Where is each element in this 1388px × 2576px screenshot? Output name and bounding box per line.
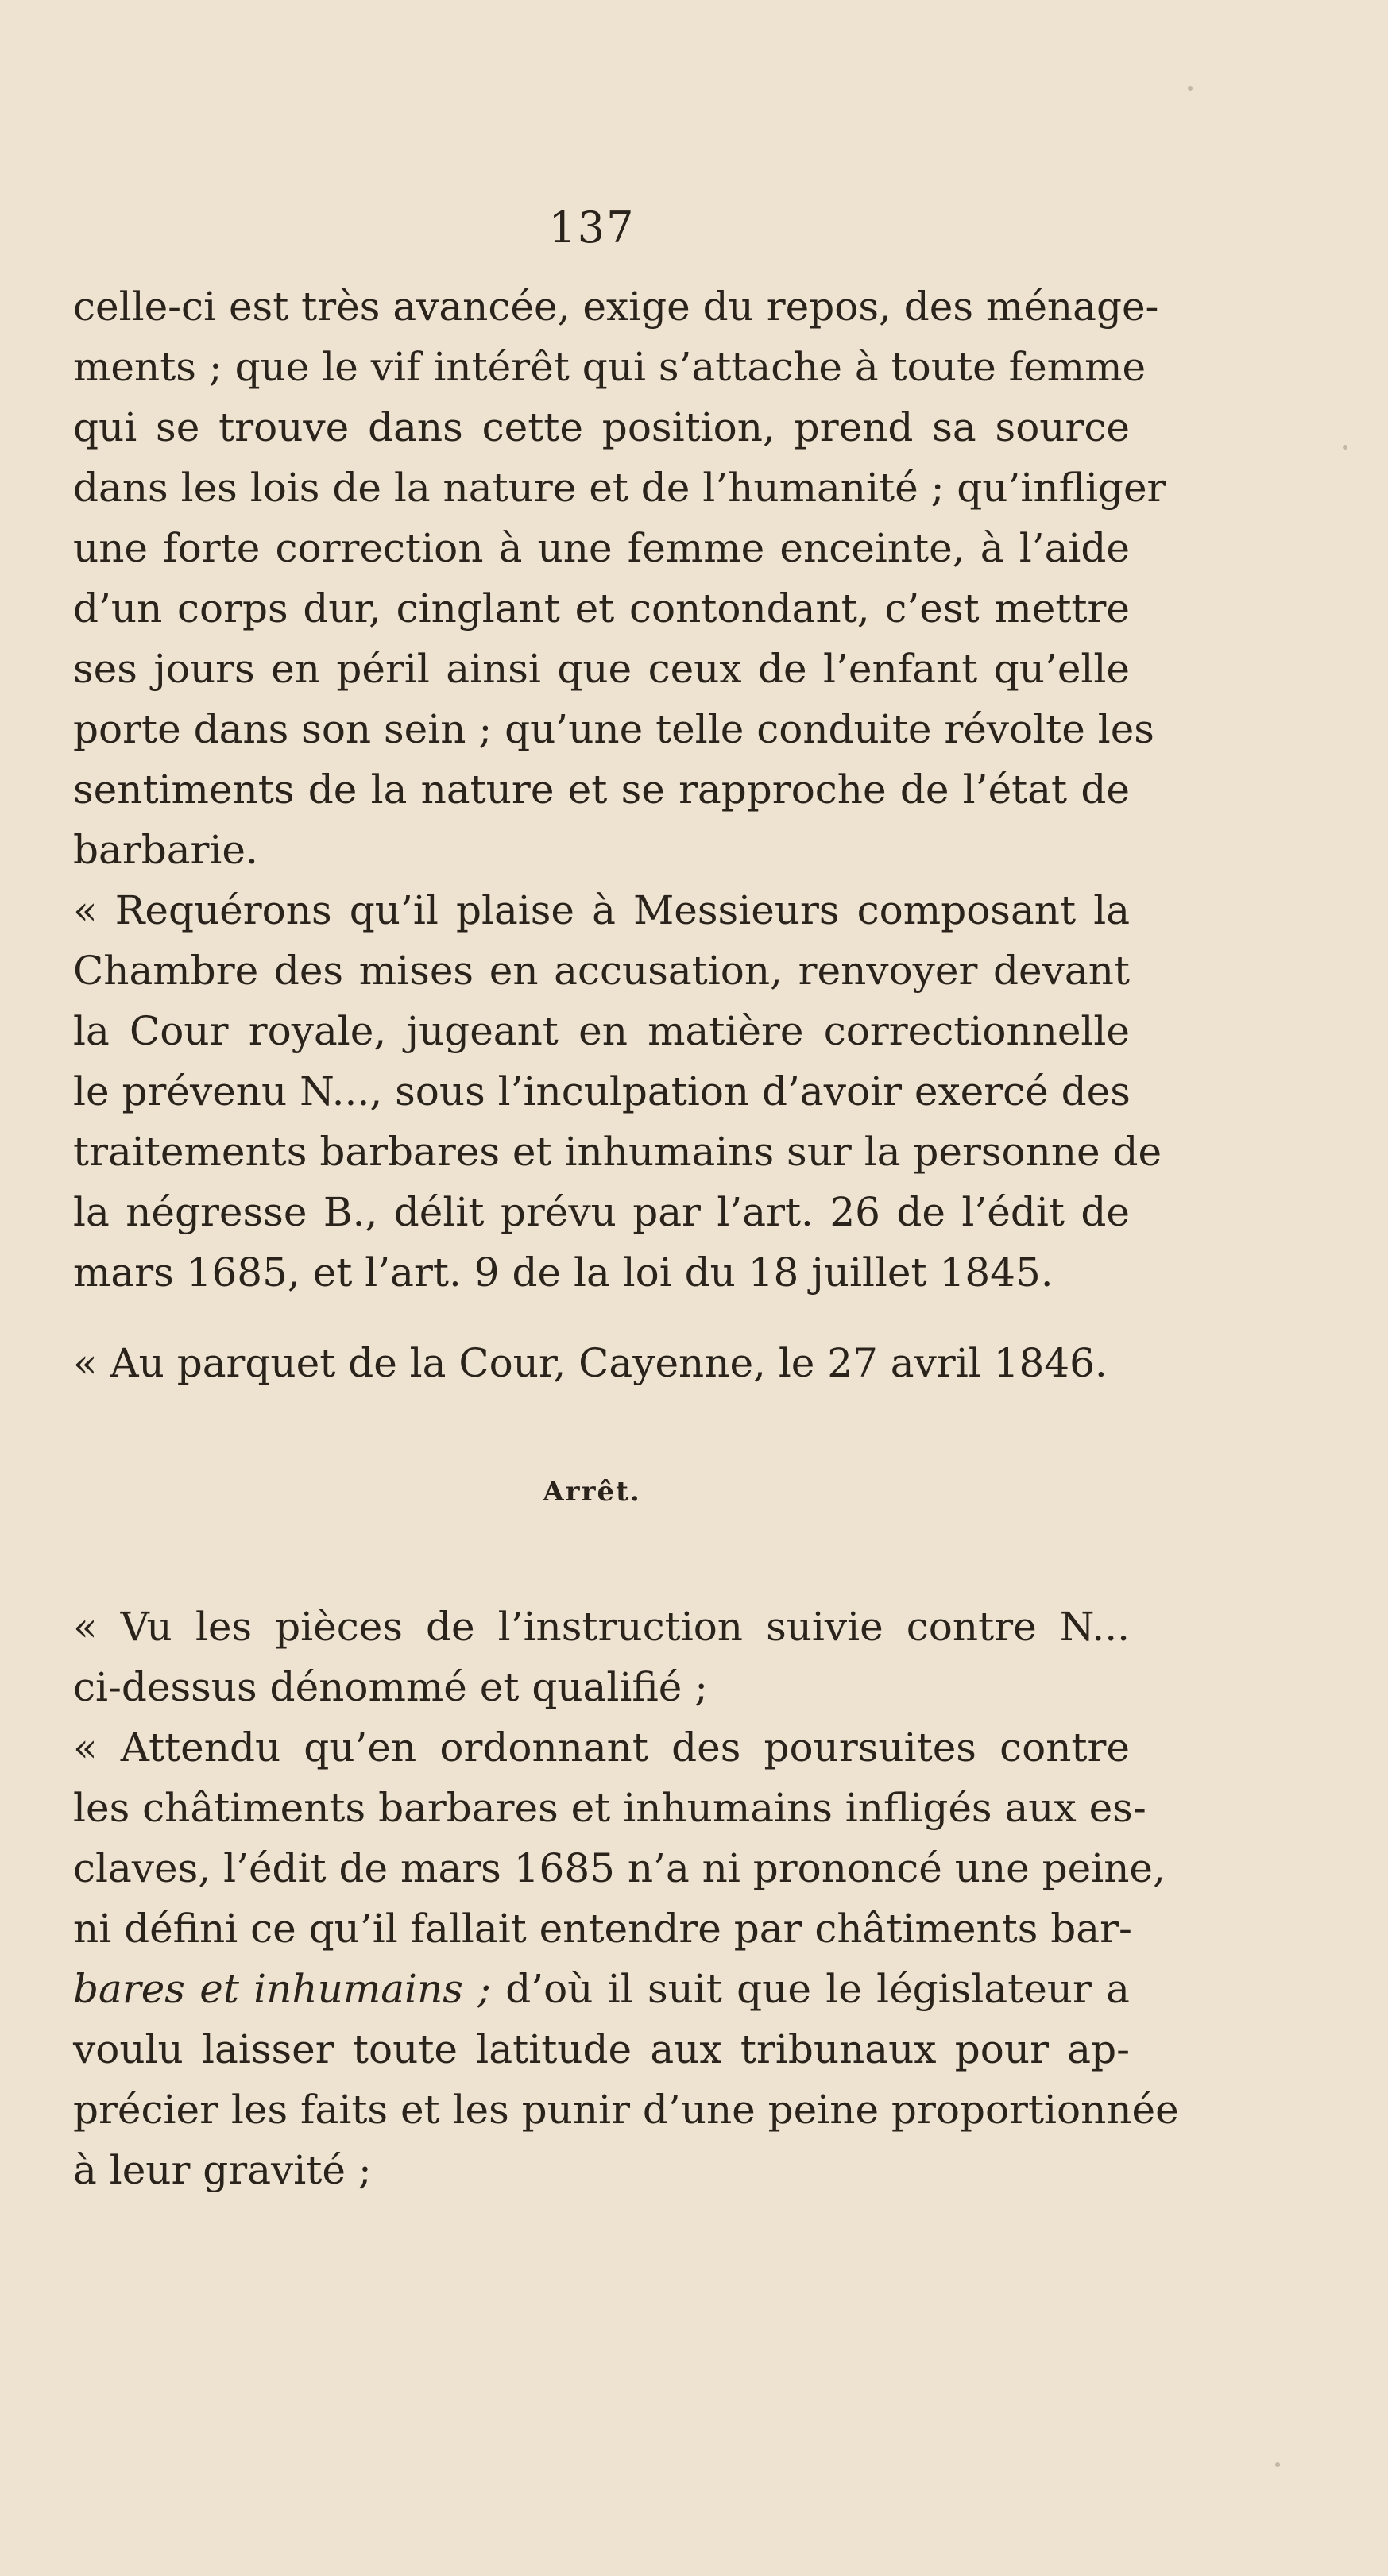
text-line: celle-ci est très avancée, exige du repos, des ménage-	[73, 284, 1159, 330]
paper-speck	[1188, 86, 1193, 91]
text-line: qui se trouve dans cette position, prend sa source	[73, 404, 1130, 450]
text-line: précier les faits et les punir d’une peine proportionnée	[73, 2087, 1179, 2133]
text-line	[73, 1959, 1130, 2019]
text-line: ses jours en péril ainsi que ceux de l’enfant qu’elle	[73, 646, 1130, 692]
text-line: Chambre des mises en accusation, renvoyer devant	[73, 948, 1130, 994]
text-line: la Cour royale, jugeant en matière correctionnelle	[73, 1008, 1130, 1054]
text-line: le prévenu N..., sous l’inculpation d’avoir exercé des	[73, 1068, 1131, 1114]
text-line: voulu laisser toute latitude aux tribunaux pour ap-	[73, 2026, 1130, 2072]
italic-phrase: bares et inhumains ;	[73, 1966, 491, 2012]
paragraph-attendu	[73, 1717, 1179, 2200]
text-fragment: d’où il suit que le législateur a	[490, 1966, 1130, 2012]
text-line: « Vu les pièces de l’instruction suivie contre N...	[73, 1604, 1130, 1650]
text-line: porte dans son sein ; qu’une telle conduite révolte les	[73, 706, 1154, 752]
text-line: d’un corps dur, cinglant et contondant, c’est mettre	[73, 585, 1130, 631]
paper-speck	[1275, 2462, 1280, 2467]
text-line: une forte correction à une femme enceinte, à l’aide	[73, 525, 1130, 571]
text-line: la négresse B., délit prévu par l’art. 26 de l’édit de	[73, 1189, 1130, 1235]
paragraph-vu	[73, 1597, 1130, 1717]
text-line: claves, l’édit de mars 1685 n’a ni prononcé une peine,	[73, 1845, 1166, 1891]
text-line: barbarie.	[73, 827, 258, 873]
text-line: sentiments de la nature et se rapproche de l’état de	[73, 767, 1130, 813]
text-line: « Attendu qu’en ordonnant des poursuites contre	[73, 1724, 1130, 1771]
section-heading: Arrêt.	[543, 1476, 641, 1508]
paragraph-dateline	[73, 1333, 1130, 1393]
text-line: « Au parquet de la Cour, Cayenne, le 27 avril 1846.	[73, 1340, 1108, 1386]
text-line: ments ; que le vif intérêt qui s’attache à toute femme	[73, 344, 1146, 390]
text-line: traitements barbares et inhumains sur la personne de	[73, 1129, 1162, 1175]
paper-speck	[1343, 445, 1347, 450]
text-line: les châtiments barbares et inhumains infligés aux es-	[73, 1785, 1146, 1831]
paragraph-continuation	[73, 276, 1166, 880]
page-number: 137	[548, 203, 636, 253]
text-line: ni défini ce qu’il fallait entendre par châtiments bar-	[73, 1906, 1132, 1952]
paragraph-requisition	[73, 880, 1162, 1303]
text-line: dans les lois de la nature et de l’humanité ; qu’infliger	[73, 465, 1166, 511]
text-line: à leur gravité ;	[73, 2147, 372, 2193]
text-line: ci-dessus dénommé et qualifié ;	[73, 1664, 709, 1710]
text-line: mars 1685, et l’art. 9 de la loi du 18 juillet 1845.	[73, 1249, 1054, 1296]
text-line: « Requérons qu’il plaise à Messieurs composant la	[73, 887, 1130, 933]
